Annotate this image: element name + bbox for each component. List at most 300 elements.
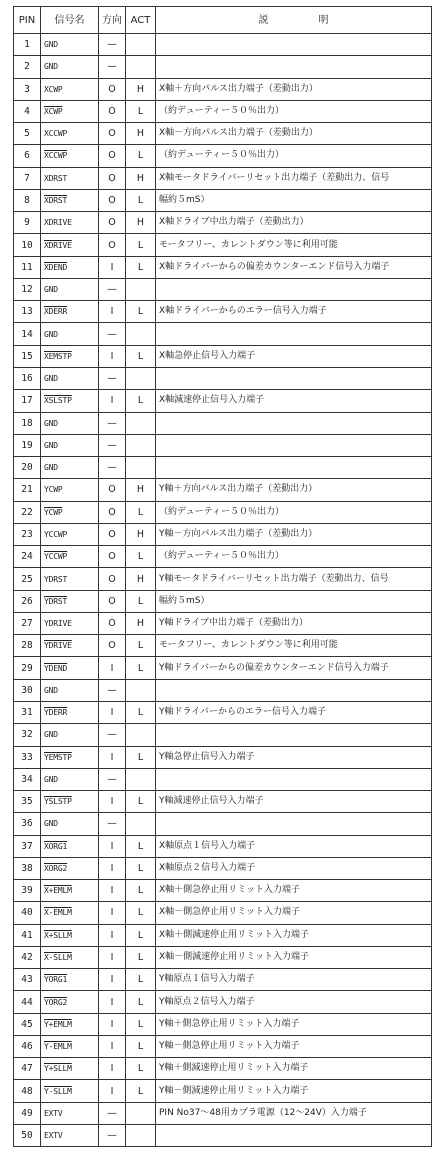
signal-name — [41, 390, 99, 412]
signal-direction: I — [99, 701, 126, 723]
active-level: H — [126, 212, 156, 234]
active-level: H — [126, 479, 156, 501]
signal-name — [41, 100, 99, 122]
table-row — [14, 301, 432, 323]
signal-name — [41, 768, 99, 790]
description: PIN No37～48用カプラ電源（12～24V）入力端子 — [156, 1102, 432, 1124]
table-row — [14, 390, 432, 412]
signal-direction: I — [99, 746, 126, 768]
signal-direction: — — [99, 434, 126, 456]
active-level — [126, 367, 156, 389]
pin-number: 46 — [14, 1035, 41, 1057]
active-level: L — [126, 1080, 156, 1102]
description: Y軸モータドライバーリセット出力端子（差動出力、信号 — [156, 568, 432, 590]
active-level: L — [126, 546, 156, 568]
table-row — [14, 412, 432, 434]
signal-name — [41, 612, 99, 634]
table-row — [14, 123, 432, 145]
active-level: L — [126, 880, 156, 902]
signal-name — [41, 34, 99, 56]
pin-number: 35 — [14, 791, 41, 813]
description: X軸－側急停止用リミット入力端子 — [156, 902, 432, 924]
table-row — [14, 345, 432, 367]
table-row — [14, 635, 432, 657]
table-row — [14, 1035, 432, 1057]
description: Y軸ドライブ中出力端子（差動出力） — [156, 612, 432, 634]
signal-direction: O — [99, 123, 126, 145]
active-level: L — [126, 902, 156, 924]
signal-name — [41, 523, 99, 545]
signal-name — [41, 212, 99, 234]
signal-direction: O — [99, 546, 126, 568]
header-pin: PIN — [14, 7, 41, 34]
active-level — [126, 768, 156, 790]
table-row — [14, 100, 432, 122]
description: Y軸－方向パルス出力端子（差動出力） — [156, 523, 432, 545]
description: X軸－方向パルス出力端子（差動出力） — [156, 123, 432, 145]
signal-name — [41, 902, 99, 924]
signal-direction: — — [99, 323, 126, 345]
pin-number: 29 — [14, 657, 41, 679]
signal-name — [41, 969, 99, 991]
active-level: H — [126, 612, 156, 634]
signal-name — [41, 679, 99, 701]
pin-number: 2 — [14, 56, 41, 78]
pin-number: 28 — [14, 635, 41, 657]
active-level: L — [126, 791, 156, 813]
pin-number: 23 — [14, 523, 41, 545]
table-row — [14, 546, 432, 568]
pin-number: 3 — [14, 78, 41, 100]
pin-number: 8 — [14, 189, 41, 211]
signal-name — [41, 991, 99, 1013]
pin-number: 24 — [14, 546, 41, 568]
pin-number: 41 — [14, 924, 41, 946]
active-level — [126, 323, 156, 345]
signal-name-text: GND — [44, 418, 58, 428]
description: X軸ドライバーからのエラー信号入力端子 — [156, 301, 432, 323]
table-row — [14, 323, 432, 345]
table-row — [14, 902, 432, 924]
signal-direction: I — [99, 791, 126, 813]
signal-name — [41, 56, 99, 78]
table-row — [14, 791, 432, 813]
table-row — [14, 523, 432, 545]
active-level: L — [126, 301, 156, 323]
description: （約デューティー５０％出力） — [156, 546, 432, 568]
table-row — [14, 56, 432, 78]
signal-name — [41, 234, 99, 256]
signal-name-text: X+EMLM — [44, 886, 72, 896]
description: Y軸ドライバーからの偏差カウンターエンド信号入力端子 — [156, 657, 432, 679]
table-row — [14, 746, 432, 768]
pin-number: 45 — [14, 1013, 41, 1035]
signal-direction: I — [99, 1080, 126, 1102]
signal-name-text: Y+SLLM — [44, 1064, 72, 1074]
description: X軸原点１信号入力端子 — [156, 835, 432, 857]
table-row — [14, 78, 432, 100]
header-description: 説 明 — [156, 7, 432, 34]
pin-number: 27 — [14, 612, 41, 634]
active-level — [126, 56, 156, 78]
pin-number: 15 — [14, 345, 41, 367]
pin-number: 50 — [14, 1125, 41, 1147]
signal-direction: O — [99, 78, 126, 100]
signal-name — [41, 701, 99, 723]
signal-name-text: YDRIVE — [44, 641, 72, 651]
pin-number: 47 — [14, 1058, 41, 1080]
pin-number: 1 — [14, 34, 41, 56]
signal-direction: I — [99, 969, 126, 991]
signal-name — [41, 434, 99, 456]
table-body — [14, 34, 432, 1147]
pin-number: 4 — [14, 100, 41, 122]
signal-direction: I — [99, 390, 126, 412]
signal-name-text: XSLSTP — [44, 396, 72, 406]
signal-name-text: XEMSTP — [44, 351, 72, 361]
table-row — [14, 835, 432, 857]
signal-name — [41, 924, 99, 946]
signal-name — [41, 1013, 99, 1035]
pin-number: 42 — [14, 946, 41, 968]
signal-name-text: EXTV — [44, 1108, 63, 1118]
pin-number: 37 — [14, 835, 41, 857]
active-level: L — [126, 1013, 156, 1035]
active-level: L — [126, 145, 156, 167]
description: Y軸原点２信号入力端子 — [156, 991, 432, 1013]
signal-name-text: XORG1 — [44, 841, 68, 851]
table-row — [14, 1125, 432, 1147]
description — [156, 434, 432, 456]
active-level: L — [126, 657, 156, 679]
pin-number: 32 — [14, 724, 41, 746]
header-act: ACT — [126, 7, 156, 34]
signal-name — [41, 256, 99, 278]
signal-direction: I — [99, 1013, 126, 1035]
pin-number: 36 — [14, 813, 41, 835]
table-row — [14, 701, 432, 723]
signal-name-text: X-SLLM — [44, 953, 72, 963]
signal-direction: I — [99, 657, 126, 679]
signal-name-text: GND — [44, 329, 58, 339]
signal-name-text: Y+EMLM — [44, 1019, 72, 1029]
active-level: L — [126, 924, 156, 946]
active-level: L — [126, 1058, 156, 1080]
signal-name-text: GND — [44, 463, 58, 473]
signal-name — [41, 189, 99, 211]
signal-name-text: GND — [44, 62, 58, 72]
signal-name — [41, 835, 99, 857]
description: Y軸＋方向パルス出力端子（差動出力） — [156, 479, 432, 501]
signal-name-text: YDRST — [44, 574, 68, 584]
description: （約デューティー５０％出力） — [156, 100, 432, 122]
pin-number: 31 — [14, 701, 41, 723]
table-row — [14, 724, 432, 746]
signal-name — [41, 78, 99, 100]
active-level: L — [126, 345, 156, 367]
signal-direction: O — [99, 568, 126, 590]
signal-name — [41, 880, 99, 902]
signal-name — [41, 635, 99, 657]
pin-number: 21 — [14, 479, 41, 501]
signal-name-text: GND — [44, 40, 58, 50]
signal-name-text: YCCWP — [44, 529, 68, 539]
active-level — [126, 1125, 156, 1147]
signal-name — [41, 345, 99, 367]
active-level: L — [126, 701, 156, 723]
table-row — [14, 991, 432, 1013]
signal-direction: — — [99, 412, 126, 434]
signal-direction: — — [99, 768, 126, 790]
description: モータフリー、カレントダウン等に利用可能 — [156, 635, 432, 657]
description: Y軸－側減速停止用リミット入力端子 — [156, 1080, 432, 1102]
table-row — [14, 234, 432, 256]
description: Y軸原点１信号入力端子 — [156, 969, 432, 991]
signal-name — [41, 590, 99, 612]
active-level: L — [126, 256, 156, 278]
signal-name — [41, 657, 99, 679]
signal-name — [41, 367, 99, 389]
signal-name-text: XDERR — [44, 307, 68, 317]
signal-direction: I — [99, 991, 126, 1013]
signal-direction: O — [99, 523, 126, 545]
pin-number: 48 — [14, 1080, 41, 1102]
signal-name — [41, 568, 99, 590]
signal-name-text: XDRST — [44, 195, 68, 205]
description — [156, 367, 432, 389]
signal-name — [41, 1102, 99, 1124]
signal-name — [41, 301, 99, 323]
signal-name — [41, 1035, 99, 1057]
signal-direction: I — [99, 857, 126, 879]
pin-number: 13 — [14, 301, 41, 323]
table-row — [14, 167, 432, 189]
signal-name-text: GND — [44, 285, 58, 295]
signal-name-text: XDRST — [44, 173, 68, 183]
signal-name-text: GND — [44, 730, 58, 740]
pin-number: 22 — [14, 501, 41, 523]
pin-number: 11 — [14, 256, 41, 278]
signal-name — [41, 278, 99, 300]
pin-number: 10 — [14, 234, 41, 256]
table-row — [14, 857, 432, 879]
pin-number: 6 — [14, 145, 41, 167]
signal-name-text: X+SLLM — [44, 930, 72, 940]
table-row — [14, 1013, 432, 1035]
pin-number: 14 — [14, 323, 41, 345]
signal-direction: — — [99, 56, 126, 78]
signal-direction: — — [99, 724, 126, 746]
signal-name — [41, 746, 99, 768]
description: X軸原点２信号入力端子 — [156, 857, 432, 879]
signal-direction: I — [99, 835, 126, 857]
signal-direction: — — [99, 813, 126, 835]
table-row — [14, 34, 432, 56]
signal-name-text: GND — [44, 774, 58, 784]
description: X軸ドライバーからの偏差カウンターエンド信号入力端子 — [156, 256, 432, 278]
signal-direction: I — [99, 902, 126, 924]
signal-name — [41, 1080, 99, 1102]
table-row — [14, 768, 432, 790]
description: X軸ドライブ中出力端子（差動出力） — [156, 212, 432, 234]
description — [156, 323, 432, 345]
signal-direction: O — [99, 100, 126, 122]
header-row — [14, 7, 432, 34]
description: X軸減速停止信号入力端子 — [156, 390, 432, 412]
pin-number: 26 — [14, 590, 41, 612]
signal-direction: O — [99, 612, 126, 634]
header-direction: 方向 — [99, 7, 126, 34]
table-row — [14, 256, 432, 278]
signal-name-text: EXTV — [44, 1131, 63, 1141]
pin-number: 7 — [14, 167, 41, 189]
description: X軸モータドライバーリセット出力端子（差動出力、信号 — [156, 167, 432, 189]
signal-name-text: YDERR — [44, 708, 68, 718]
signal-direction: I — [99, 345, 126, 367]
active-level — [126, 724, 156, 746]
description: X軸＋方向パルス出力端子（差動出力） — [156, 78, 432, 100]
signal-name-text: XORG2 — [44, 863, 68, 873]
signal-direction: — — [99, 1102, 126, 1124]
pin-number: 34 — [14, 768, 41, 790]
signal-direction: I — [99, 880, 126, 902]
signal-direction: — — [99, 367, 126, 389]
signal-name-text: YSLSTP — [44, 797, 72, 807]
signal-name — [41, 857, 99, 879]
pin-number: 20 — [14, 457, 41, 479]
description — [156, 56, 432, 78]
signal-direction: O — [99, 212, 126, 234]
table-row — [14, 457, 432, 479]
pin-number: 44 — [14, 991, 41, 1013]
signal-direction: O — [99, 189, 126, 211]
signal-name-text: GND — [44, 685, 58, 695]
signal-name — [41, 946, 99, 968]
signal-direction: — — [99, 278, 126, 300]
description: X軸＋側急停止用リミット入力端子 — [156, 880, 432, 902]
description: Y軸急停止信号入力端子 — [156, 746, 432, 768]
signal-name-text: XDEND — [44, 262, 68, 272]
signal-name-text: GND — [44, 819, 58, 829]
active-level: L — [126, 746, 156, 768]
table-row — [14, 278, 432, 300]
signal-name-text: GND — [44, 440, 58, 450]
signal-direction: O — [99, 234, 126, 256]
active-level: L — [126, 969, 156, 991]
pin-number: 9 — [14, 212, 41, 234]
table-row — [14, 568, 432, 590]
pin-number: 5 — [14, 123, 41, 145]
signal-name-text: XCCWP — [44, 129, 68, 139]
pin-number: 17 — [14, 390, 41, 412]
signal-name-text: Y-EMLM — [44, 1042, 72, 1052]
active-level: L — [126, 991, 156, 1013]
description — [156, 457, 432, 479]
table-row — [14, 612, 432, 634]
active-level: L — [126, 1035, 156, 1057]
table-row — [14, 813, 432, 835]
description — [156, 813, 432, 835]
table-row — [14, 1058, 432, 1080]
signal-direction: O — [99, 590, 126, 612]
active-level: L — [126, 946, 156, 968]
pin-number: 33 — [14, 746, 41, 768]
signal-name-text: XCWP — [44, 106, 63, 116]
description — [156, 768, 432, 790]
signal-direction: I — [99, 924, 126, 946]
active-level: H — [126, 167, 156, 189]
signal-name-text: Y-SLLM — [44, 1086, 72, 1096]
pin-number: 25 — [14, 568, 41, 590]
header-signal-name: 信号名 — [41, 7, 99, 34]
signal-name-text: XDRIVE — [44, 218, 72, 228]
signal-name — [41, 323, 99, 345]
signal-direction: I — [99, 256, 126, 278]
table-row — [14, 501, 432, 523]
table-row — [14, 145, 432, 167]
signal-name — [41, 167, 99, 189]
table-row — [14, 367, 432, 389]
description — [156, 724, 432, 746]
signal-name-text: YDRIVE — [44, 619, 72, 629]
table-row — [14, 924, 432, 946]
pin-number: 30 — [14, 679, 41, 701]
signal-name — [41, 412, 99, 434]
pin-number: 43 — [14, 969, 41, 991]
pin-number: 40 — [14, 902, 41, 924]
signal-name-text: X-EMLM — [44, 908, 72, 918]
pin-number: 18 — [14, 412, 41, 434]
signal-name — [41, 145, 99, 167]
active-level: L — [126, 501, 156, 523]
table-row — [14, 434, 432, 456]
signal-name-text: YCWP — [44, 507, 63, 517]
table-row — [14, 969, 432, 991]
signal-direction: I — [99, 1058, 126, 1080]
signal-name-text: YORG1 — [44, 975, 68, 985]
active-level: L — [126, 100, 156, 122]
signal-direction: I — [99, 301, 126, 323]
signal-name-text: XDRIVE — [44, 240, 72, 250]
pin-number: 19 — [14, 434, 41, 456]
active-level: L — [126, 590, 156, 612]
signal-direction: I — [99, 946, 126, 968]
signal-name — [41, 1058, 99, 1080]
table-row — [14, 212, 432, 234]
signal-name-text: YEMSTP — [44, 752, 72, 762]
active-level: H — [126, 78, 156, 100]
description: X軸＋側減速停止用リミット入力端子 — [156, 924, 432, 946]
signal-name — [41, 724, 99, 746]
pin-number: 39 — [14, 880, 41, 902]
description — [156, 412, 432, 434]
active-level: H — [126, 568, 156, 590]
active-level — [126, 679, 156, 701]
active-level — [126, 278, 156, 300]
signal-direction: O — [99, 145, 126, 167]
pin-number: 49 — [14, 1102, 41, 1124]
active-level: H — [126, 123, 156, 145]
description: X軸－側減速停止用リミット入力端子 — [156, 946, 432, 968]
signal-direction: I — [99, 1035, 126, 1057]
description: （約デューティー５０％出力） — [156, 145, 432, 167]
description: Y軸＋側減速停止用リミット入力端子 — [156, 1058, 432, 1080]
description: Y軸減速停止信号入力端子 — [156, 791, 432, 813]
description: Y軸－側急停止用リミット入力端子 — [156, 1035, 432, 1057]
signal-direction: — — [99, 1125, 126, 1147]
signal-direction: O — [99, 501, 126, 523]
table-row — [14, 880, 432, 902]
